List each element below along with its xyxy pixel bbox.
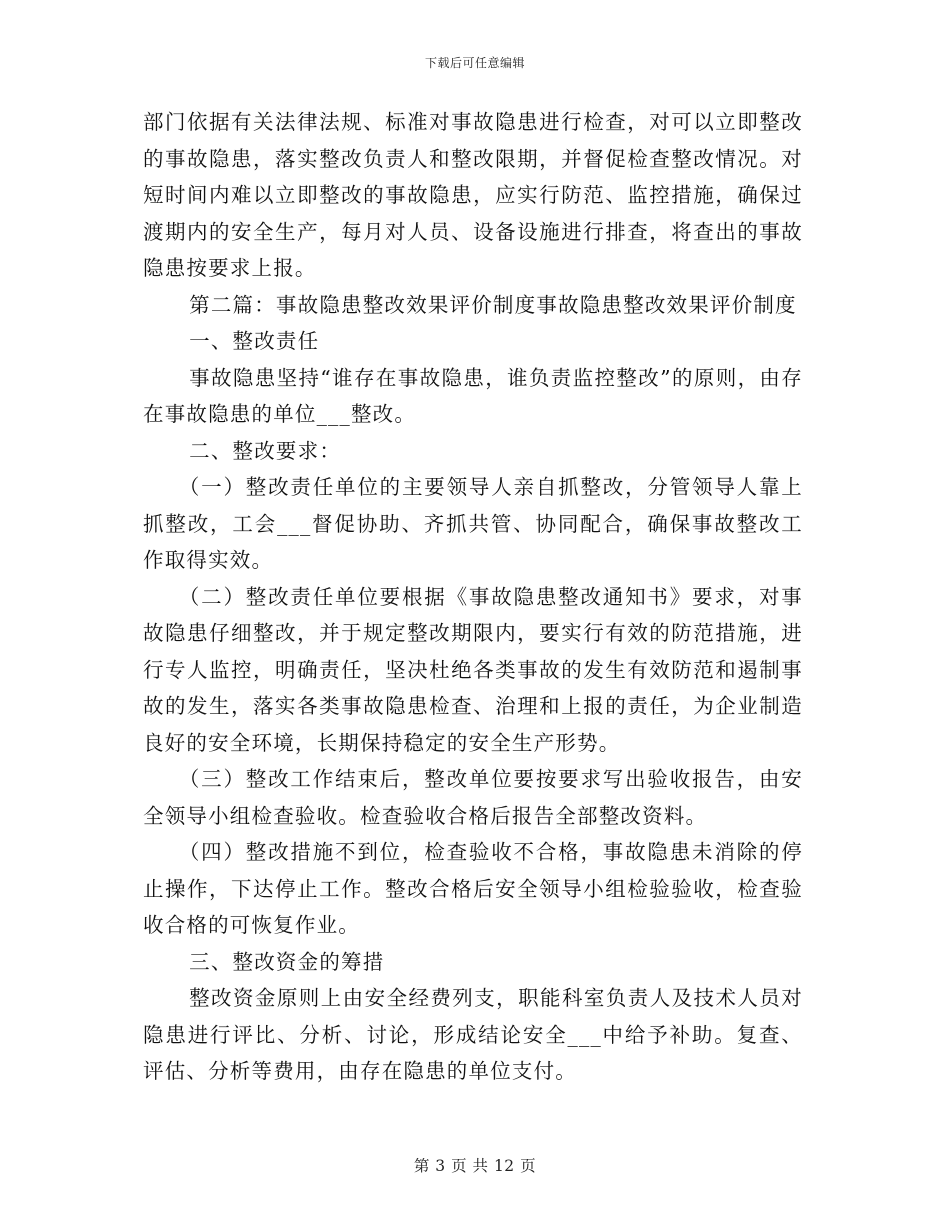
header-note: 下载后可任意编辑	[424, 56, 525, 70]
page-number: 第 3 页 共 12 页	[413, 1157, 537, 1175]
requirement-item-1: （一）整改责任单位的主要领导人亲自抓整改，分管领导人靠上抓整改，工会___督促协助、齐抓共管、协同配合，确保事故整改工作取得实效。	[143, 475, 803, 572]
heading-rectification-requirements: 二、整改要求：	[189, 438, 342, 463]
document-body	[143, 104, 803, 1090]
heading-rectification-responsibility: 一、整改责任	[189, 329, 320, 353]
requirement-item-4: （四）整改措施不到位，检查验收不合格，事故隐患未消除的停止操作，下达停止工作。整改合格后安全领导小组检验验收，检查验收合格的可恢复作业。	[143, 840, 803, 937]
paragraph-continuation: 部门依据有关法律法规、标准对事故隐患进行检查，对可以立即整改的事故隐患，落实整改负责人和整改限期，并督促检查整改情况。对短时间内难以立即整改的事故隐患，应实行防范、监控措施，确保过渡期内的安全生产，每月对人员、设备设施进行排查，将查出的事故隐患按要求上报。	[143, 110, 803, 280]
requirement-item-3: （三）整改工作结束后，整改单位要按要求写出验收报告，由安全领导小组检查验收。检查验收合格后报告全部整改资料。	[143, 767, 803, 828]
paragraph-funding: 整改资金原则上由安全经费列支，职能科室负责人及技术人员对隐患进行评比、分析、讨论，形成结论安全___中给予补助。复查、评估、分析等费用，由存在隐患的单位支付。	[143, 986, 803, 1083]
requirement-item-2: （二）整改责任单位要根据《事故隐患整改通知书》要求，对事故隐患仔细整改，并于规定整改期限内，要实行有效的防范措施，进行专人监控，明确责任，坚决杜绝各类事故的发生有效防范和遏制事故的发生，落实各类事故隐患检查、治理和上报的责任，为企业制造良好的安全环境，长期保持稳定的安全生产形势。	[143, 584, 803, 755]
heading-funding: 三、整改资金的筹措	[189, 949, 385, 974]
section-title-part-two: 第二篇：事故隐患整改效果评价制度事故隐患整改效果评价制度	[189, 292, 797, 317]
paragraph-responsibility: 事故隐患坚持“谁存在事故隐患，谁负责监控整改”的原则，由存在事故隐患的单位___整改。	[143, 365, 803, 426]
